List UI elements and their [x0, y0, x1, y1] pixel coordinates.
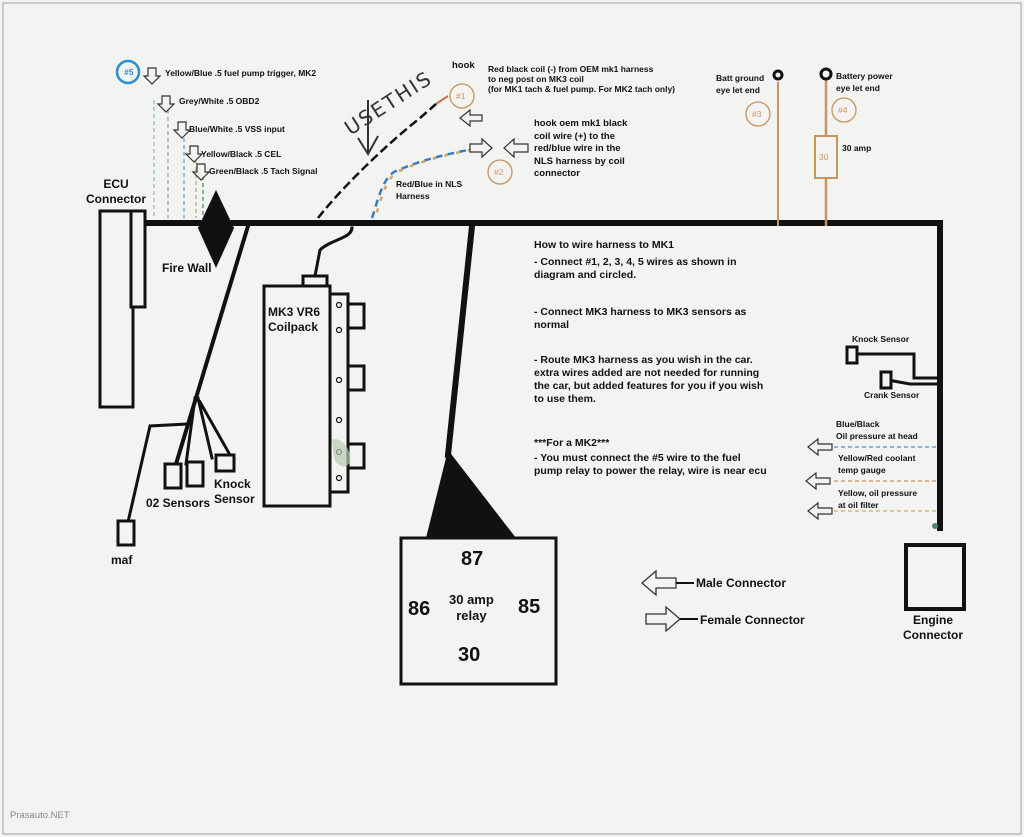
coilpack-label: MK3 VR6 Coilpack [268, 305, 321, 334]
engine-connector [906, 545, 964, 609]
relay-pin-87: 87 [461, 548, 484, 570]
gauge-junction [932, 523, 938, 529]
red-black-coil-note: Red black coil (-) from OEM mk1 harness to neg post on MK3 coil (for MK1 tach & fuel pump. For MK2 tach only) [488, 64, 676, 94]
fuse-amp-label: 30 amp [842, 143, 872, 153]
fire-wall-label: Fire Wall [162, 261, 212, 275]
relay-pin-85: 85 [518, 596, 541, 618]
wire-label-yellow-blue: Yellow/Blue .5 fuel pump trigger, MK2 [165, 68, 317, 78]
maf-label: maf [111, 553, 133, 567]
battery-power-eyelet [821, 69, 831, 79]
wire-label-grey-white: Grey/White .5 OBD2 [179, 96, 260, 106]
hook-oem-note: hook oem mk1 black coil wire (+) to the red/blue wire in the NLS harness by coil connector [534, 118, 628, 179]
orange-circles [450, 84, 856, 184]
o2-sensors-label: 02 Sensors [146, 496, 211, 510]
knock-sensor-right-label: Knock Sensor [852, 334, 910, 344]
crank-sensor-label: Crank Sensor [864, 390, 920, 400]
instructions-step1: - Connect #1, 2, 3, 4, 5 wires as shown in diagram and circled. [534, 256, 737, 281]
circle-3-text: #3 [752, 109, 762, 119]
ecu-connector [100, 211, 145, 407]
circle-1-text: #1 [456, 91, 466, 101]
instructions-step3: - Route MK3 harness as you wish in the car. extra wires added are not needed for running the car, but added features for you if you wish to use them. [534, 354, 764, 405]
wire-label-yellow-black: Yellow/Black .5 CEL [201, 149, 282, 159]
engine-connector-label: Engine Connector [903, 613, 963, 642]
legend-male-connector: Male Connector [696, 576, 787, 590]
instructions-title: How to wire harness to MK1 [534, 239, 675, 251]
fuse-label: 30 [819, 152, 829, 162]
ecu-connector-label: ECU Connector [86, 177, 146, 206]
gauge-arrows [806, 439, 832, 519]
circle-5-text: #5 [124, 67, 134, 77]
wire-label-green-black: Green/Black .5 Tach Signal [209, 166, 318, 176]
hook-tip [436, 96, 448, 104]
knock-sensor-left-label: Knock Sensor [214, 477, 255, 506]
relay-pin-86: 86 [408, 598, 431, 620]
gauge-oil-filter-label: Yellow, oil pressure at oil filter [838, 488, 918, 510]
battery-power-label: Battery power eye let end [836, 71, 893, 93]
firewall-grommet [198, 190, 234, 268]
instructions-mk2-title: ***For a MK2*** [534, 437, 610, 449]
circle-4-text: #4 [838, 105, 848, 115]
batt-ground-label: Batt ground eye let end [716, 73, 765, 95]
relay-wire-fan [426, 450, 516, 538]
wire-label-blue-white: Blue/White .5 VSS input [189, 124, 285, 134]
legend-female-connector: Female Connector [700, 613, 805, 627]
relay-pin-30: 30 [458, 644, 481, 666]
gauge-coolant-label: Yellow/Red coolant temp gauge [838, 453, 916, 475]
nls-connector-arrows [460, 110, 528, 157]
instructions-mk2-text: - You must connect the #5 wire to the fuel pump relay to power the relay, wire is near ecu [534, 452, 767, 477]
batt-ground-eyelet [774, 71, 782, 79]
legend-arrows [642, 571, 698, 631]
instructions-step2: - Connect MK3 harness to MK3 sensors as normal [534, 306, 747, 331]
use-this-handwriting: USETHIS [340, 65, 437, 141]
relay-label: 30 amp relay [449, 592, 494, 623]
gauge-oil-head-label: Blue/Black Oil pressure at head [836, 419, 918, 441]
red-blue-nls-label: Red/Blue in NLS Harness [396, 179, 463, 201]
watermark: Prasauto.NET [10, 810, 70, 821]
circle-2-text: #2 [494, 167, 504, 177]
hook-label: hook [452, 60, 475, 71]
